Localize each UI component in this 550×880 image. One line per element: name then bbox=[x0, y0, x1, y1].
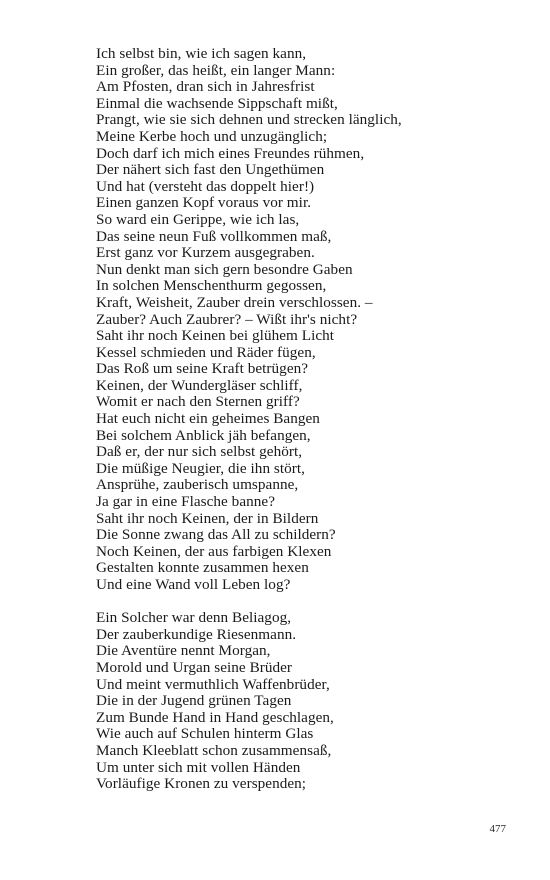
poem-line: Um unter sich mit vollen Händen bbox=[96, 758, 301, 776]
poem-line: Einmal die wachsende Sippschaft mißt, bbox=[96, 94, 338, 112]
poem-line: Erst ganz vor Kurzem ausgegraben. bbox=[96, 244, 315, 262]
poem-line: Einen ganzen Kopf voraus vor mir. bbox=[96, 194, 312, 212]
poem-line: Meine Kerbe hoch und unzugänglich; bbox=[96, 127, 328, 145]
poem-line: Daß er, der nur sich selbst gehört, bbox=[96, 443, 303, 461]
poem-line: Bei solchem Anblick jäh befangen, bbox=[96, 426, 311, 444]
poem-line: In solchen Menschenthurm gegossen, bbox=[96, 277, 327, 295]
poem-line: Das Roß um seine Kraft betrügen? bbox=[96, 360, 309, 378]
poem-line: Nun denkt man sich gern besondre Gaben bbox=[96, 260, 353, 278]
poem-line: Saht ihr noch Keinen, der in Bildern bbox=[96, 509, 319, 527]
poem-line: Hat euch nicht ein geheimes Bangen bbox=[96, 410, 320, 428]
poem-line: Am Pfosten, dran sich in Jahresfrist bbox=[96, 78, 315, 96]
poem-line: Ja gar in eine Flasche banne? bbox=[96, 493, 275, 511]
poem-line: Die müßige Neugier, die ihn stört, bbox=[96, 459, 306, 477]
poem-text bbox=[96, 46, 516, 793]
poem-line: Kraft, Weisheit, Zauber drein verschlossen. – bbox=[96, 293, 373, 311]
poem-line: Saht ihr noch Keinen bei glühem Licht bbox=[96, 327, 335, 345]
poem-line: Die Aventüre nennt Morgan, bbox=[96, 642, 271, 660]
poem-line: Prangt, wie sie sich dehnen und strecken länglich, bbox=[96, 111, 402, 129]
poem-line: Ansprühe, zauberisch umspanne, bbox=[96, 476, 299, 494]
poem-line: Zauber? Auch Zaubrer? – Wißt ihr's nicht? bbox=[96, 310, 358, 328]
poem-line: Ein Solcher war denn Beliagog, bbox=[96, 609, 292, 627]
poem-line: Kessel schmieden und Räder fügen, bbox=[96, 343, 316, 361]
poem-line: Zum Bunde Hand in Hand geschlagen, bbox=[96, 708, 334, 726]
poem-line: Gestalten konnte zusammen hexen bbox=[96, 559, 309, 577]
poem-line: Das seine neun Fuß vollkommen maß, bbox=[96, 227, 332, 245]
poem-line: Womit er nach den Sternen griff? bbox=[96, 393, 300, 411]
page-number: 477 bbox=[489, 823, 506, 835]
poem-line: Und hat (versteht das doppelt hier!) bbox=[96, 177, 315, 195]
poem-line: Die in der Jugend grünen Tagen bbox=[96, 692, 292, 710]
stanza bbox=[96, 610, 516, 793]
poem-line: Vorläufige Kronen zu verspenden; bbox=[96, 775, 307, 793]
poem-line: Doch darf ich mich eines Freundes rühmen, bbox=[96, 144, 365, 162]
poem-line: Wie auch auf Schulen hinterm Glas bbox=[96, 725, 314, 743]
poem-line: Ein großer, das heißt, ein langer Mann: bbox=[96, 61, 336, 79]
poem-line: Und eine Wand voll Leben log? bbox=[96, 576, 291, 593]
poem-line: Der nähert sich fast den Ungethümen bbox=[96, 161, 325, 179]
poem-line: Die Sonne zwang das All zu schildern? bbox=[96, 526, 336, 544]
poem-line: Der zauberkundige Riesenmann. bbox=[96, 625, 297, 643]
stanza bbox=[96, 46, 516, 594]
poem-line: Morold und Urgan seine Brüder bbox=[96, 658, 293, 676]
poem-line: Keinen, der Wundergläser schliff, bbox=[96, 376, 303, 394]
poem-line: Noch Keinen, der aus farbigen Klexen bbox=[96, 542, 332, 560]
poem-line: Manch Kleeblatt schon zusammensaß, bbox=[96, 741, 332, 759]
poem-line: So ward ein Gerippe, wie ich las, bbox=[96, 210, 300, 228]
poem-line: Und meint vermuthlich Waffenbrüder, bbox=[96, 675, 330, 693]
poem-line: Ich selbst bin, wie ich sagen kann, bbox=[96, 45, 307, 62]
